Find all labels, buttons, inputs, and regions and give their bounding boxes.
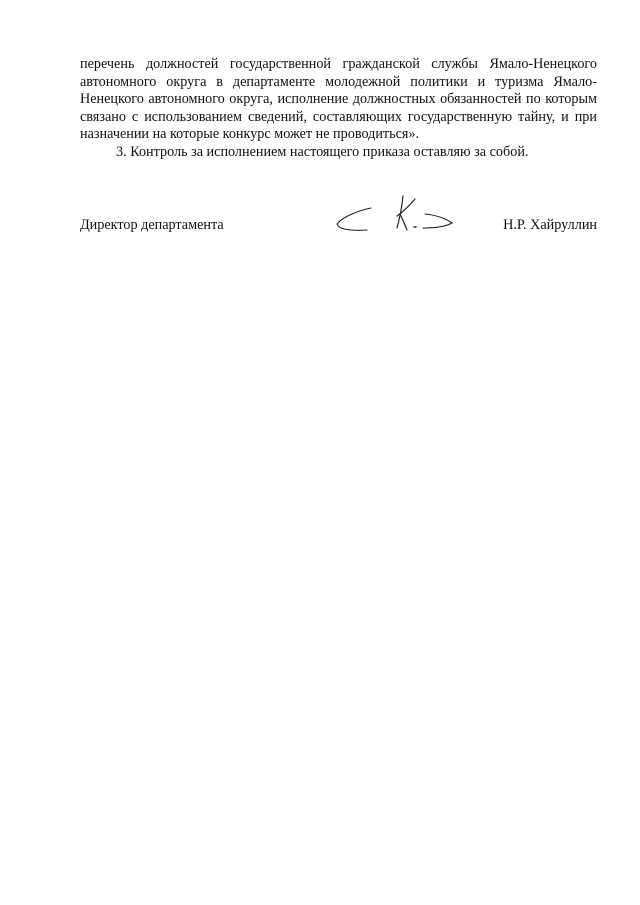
paragraph-3: 3. Контроль за исполнением настоящего приказа оставляю за собой. [116,143,529,160]
handwritten-signature [333,190,463,240]
signer-position: Директор департамента [80,217,224,233]
continued-paragraph: перечень должностей государственной гражданской службы Ямало-Ненецкого автономного округа в департаменте молодежной политики и туризма Ямало-Ненецкого автономного округа, исполнение должностных обязанностей по которым связано с использованием сведений, составляющих государственную тайну, и при назначении на которые конкурс может не проводиться». [80,56,597,143]
signature-block [80,214,597,244]
document-body [80,56,597,162]
signer-name: Н.Р. Хайруллин [503,217,597,233]
